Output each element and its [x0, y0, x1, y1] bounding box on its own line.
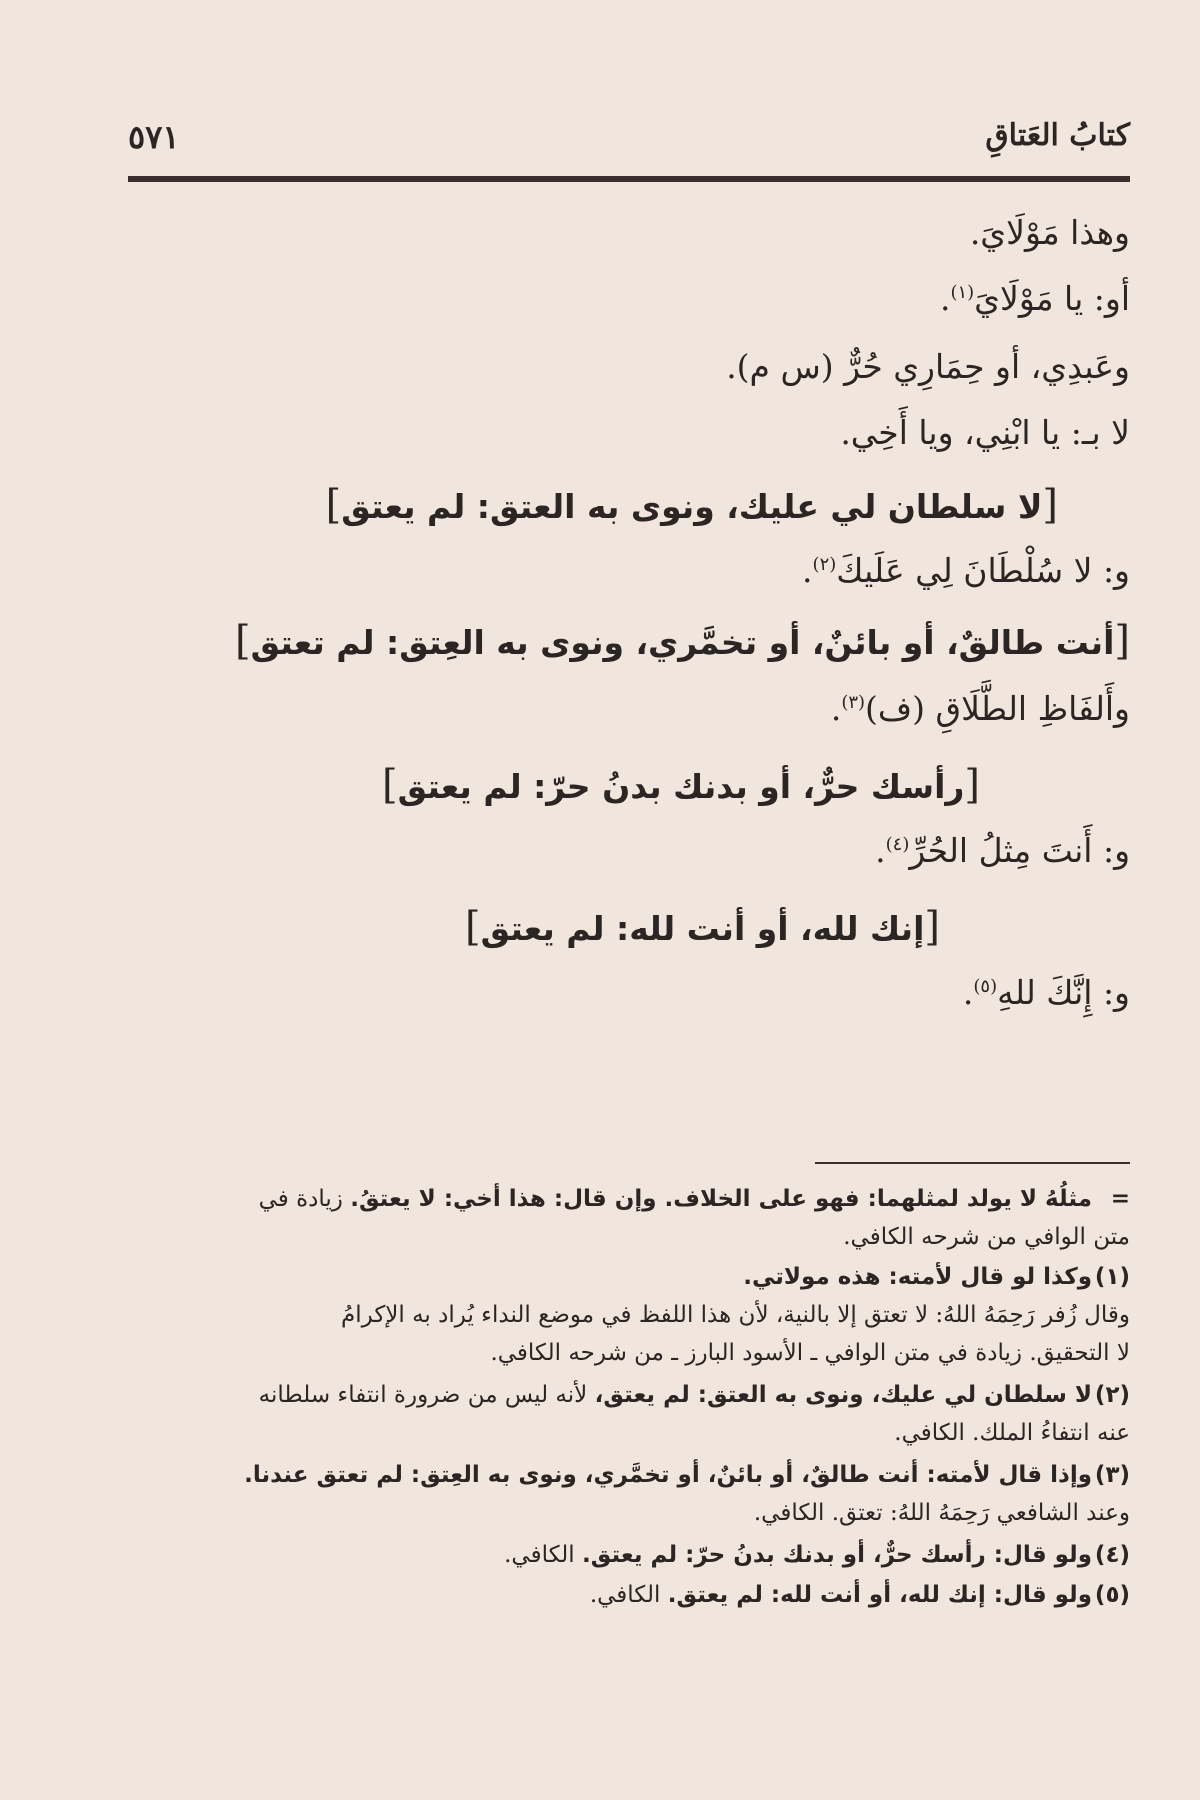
- footnote-continuation: وعند الشافعي رَحِمَهُ اللهُ: تعتق. الكافي.: [753, 1500, 1130, 1526]
- footnote-ref: (١): [950, 282, 975, 303]
- footnote: (٢)لا سلطان لي عليك، ونوى به العتق: لم يعتق، لأنه ليس من ضرورة انتفاء سلطانه: [128, 1376, 1130, 1414]
- text-line: وهذا مَوْلَايَ.: [969, 213, 1130, 252]
- section-heading: [لا سلطان لي عليك، ونوى به العتق: لم يعتق]: [325, 482, 1058, 528]
- text-line: أو: يا مَوْلَايَ$^{(١)}$.: [939, 279, 1130, 318]
- footnote: (٤)ولو قال: رأسك حرٌّ، أو بدنك بدنُ حرّ: لم يعتق. الكافي.: [128, 1536, 1130, 1574]
- header-rule: [128, 176, 1130, 182]
- text-line: وعَبدِي، أو حِمَارِي حُرٌّ (س م).: [726, 347, 1130, 386]
- page-number: ٥٧١: [128, 118, 180, 156]
- footnote-marker: (٤): [1094, 1542, 1130, 1568]
- footnote-marker: (٢): [1094, 1382, 1130, 1408]
- section-heading: [أنت طالقٌ، أو بائنٌ، أو تخمَّري، ونوى به العِتق: لم تعتق]: [234, 618, 1130, 664]
- text-line: لا بـ: يا ابْنِي، ويا أَخِي.: [840, 413, 1130, 452]
- footnote-marker: =: [1110, 1186, 1130, 1212]
- footnote: =مثلُهُ لا يولد لمثلهما: فهو على الخلاف. وإن قال: هذا أخي: لا يعتقُ. زيادة في: [128, 1180, 1130, 1218]
- footnote: (٥)ولو قال: إنك لله، أو أنت لله: لم يعتق. الكافي.: [128, 1576, 1130, 1614]
- footnote: (١)وكذا لو قال لأمته: هذه مولاتي.: [128, 1258, 1130, 1296]
- footnote-rule: [815, 1162, 1130, 1164]
- section-heading: [رأسك حرٌّ، أو بدنك بدنُ حرّ: لم يعتق]: [381, 762, 980, 808]
- footnote-marker: (٣): [1094, 1462, 1130, 1488]
- footnote-ref: (٥): [973, 976, 998, 997]
- footnote-continuation: لا التحقيق. زيادة في متن الوافي ـ الأسود البارز ـ من شرحه الكافي.: [490, 1340, 1130, 1366]
- text-line: و: إِنَّكَ للهِ$^{(٥)}$.: [962, 973, 1130, 1012]
- running-title: كتابُ العَتاقِ: [985, 118, 1130, 153]
- footnote-marker: (١): [1094, 1264, 1130, 1290]
- page-header: [128, 118, 1130, 168]
- footnote-continuation: وقال زُفر رَحِمَهُ اللهُ: لا تعتق إلا بالنية، لأن هذا اللفظ في موضع النداء يُراد به الإكرامُ: [341, 1302, 1130, 1328]
- section-heading: [إنك لله، أو أنت لله: لم يعتق]: [464, 904, 940, 950]
- text-line: وأَلفَاظِ الطَّلَاقِ (ف)$^{(٣)}$.: [830, 689, 1130, 728]
- footnote-continuation: عنه انتفاءُ الملك. الكافي.: [894, 1420, 1130, 1446]
- footnote: (٣)وإذا قال لأمته: أنت طالقٌ، أو بائنٌ، أو تخمَّري، ونوى به العِتق: لم تعتق عندنا.: [128, 1456, 1130, 1494]
- text-line: و: لا سُلْطَانَ لِي عَلَيكَ$^{(٢)}$.: [802, 551, 1130, 590]
- text-line: و: أَنتَ مِثلُ الحُرِّ$^{(٤)}$.: [875, 831, 1130, 870]
- footnote-ref: (٢): [812, 554, 837, 575]
- footnote-ref: (٣): [841, 692, 866, 713]
- footnote-marker: (٥): [1094, 1582, 1130, 1608]
- footnote-continuation: متن الوافي من شرحه الكافي.: [843, 1224, 1130, 1250]
- footnote-ref: (٤): [885, 834, 910, 855]
